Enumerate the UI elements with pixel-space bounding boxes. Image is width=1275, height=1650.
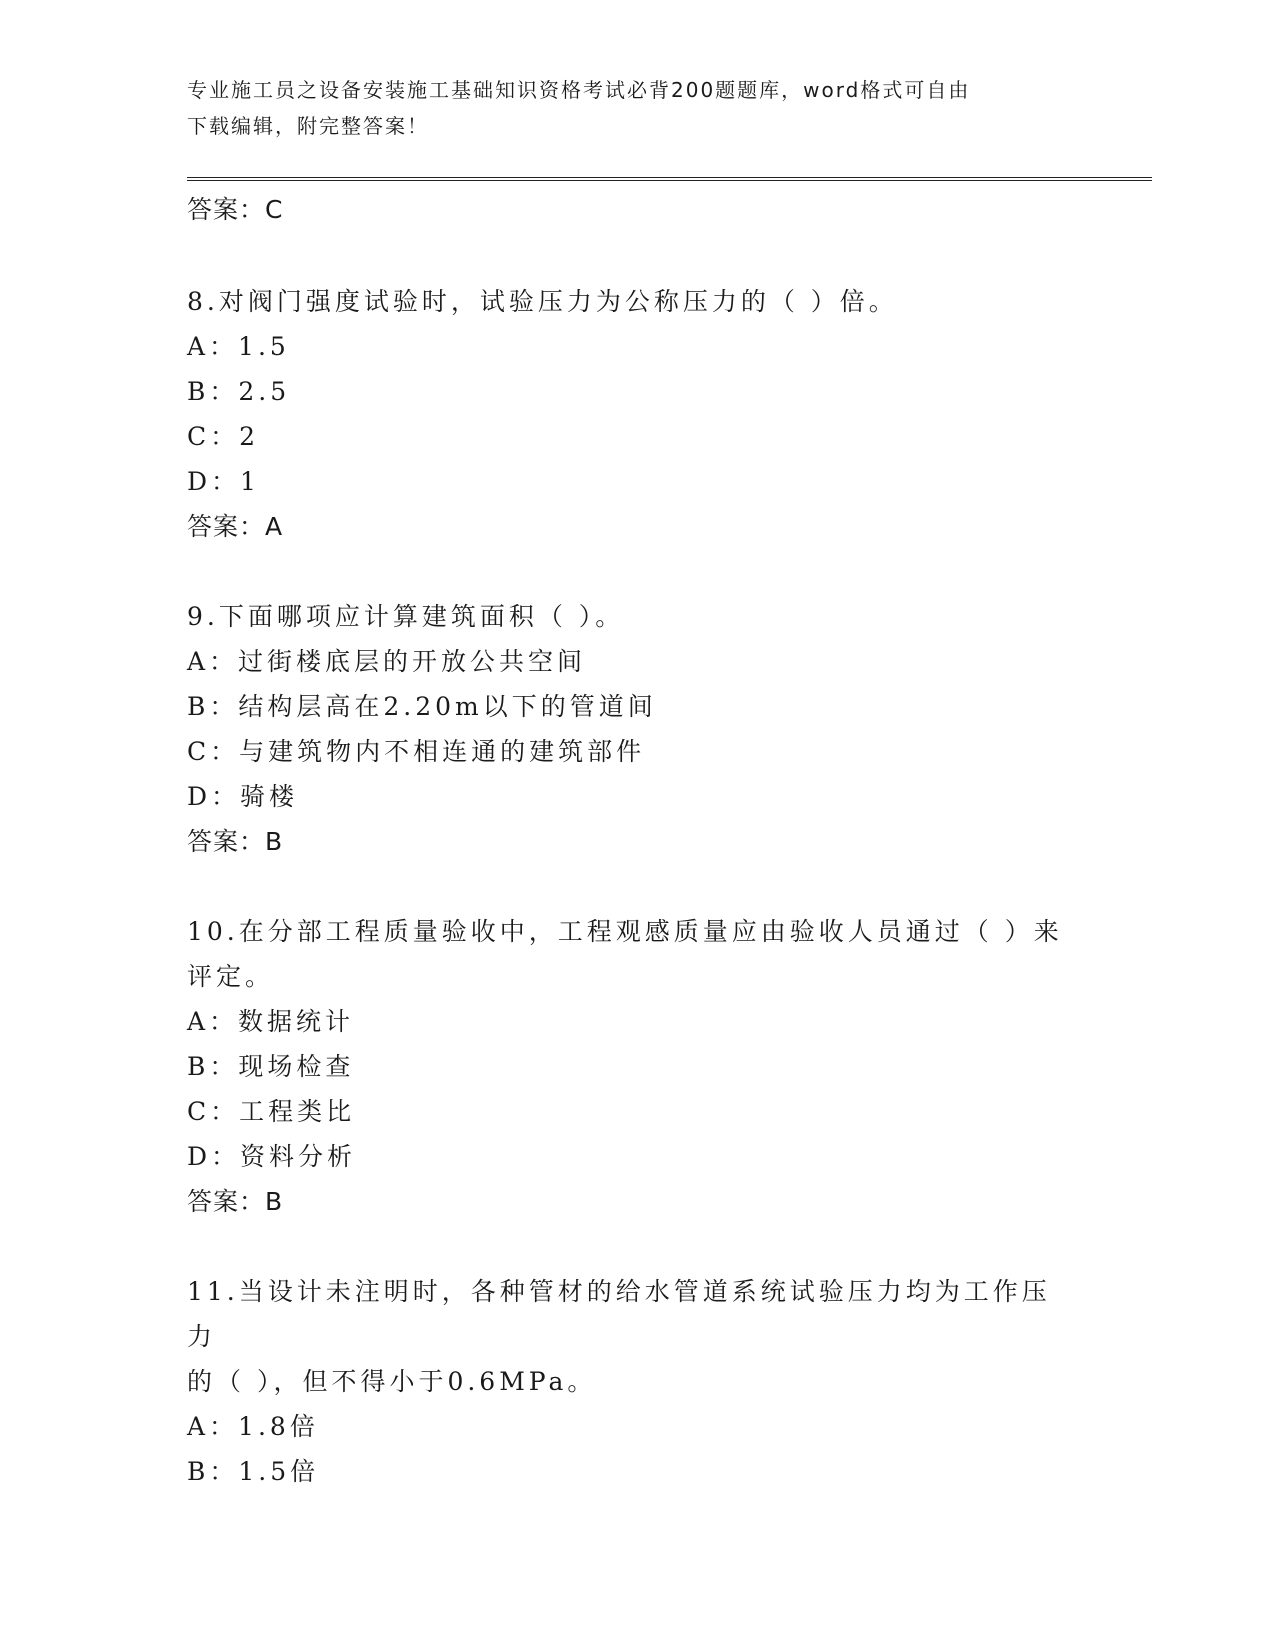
option-b: B：现场检查 xyxy=(187,1052,355,1081)
option-b: B：结构层高在2.20m以下的管道间 xyxy=(187,692,657,721)
question-stem-line-2: 的（ ），但不得小于0.6MPa。 xyxy=(187,1367,597,1396)
option-c: C：与建筑物内不相连通的建筑部件 xyxy=(187,737,646,766)
header-line-2: 下载编辑，附完整答案！ xyxy=(187,114,429,138)
question-block xyxy=(187,909,1152,1224)
option-c: C：2 xyxy=(187,422,260,451)
answer-line: 答案：A xyxy=(187,512,284,541)
question-block xyxy=(187,1269,1152,1494)
question-stem: 9.下面哪项应计算建筑面积（ ）。 xyxy=(187,602,625,631)
option-d: D：资料分析 xyxy=(187,1142,357,1171)
option-d: D：骑楼 xyxy=(187,782,299,811)
answer-line: 答案：C xyxy=(187,195,284,224)
answer-line: 答案：B xyxy=(187,1187,284,1216)
document-header xyxy=(187,72,1087,144)
question-block xyxy=(187,594,1152,864)
option-c: C：工程类比 xyxy=(187,1097,356,1126)
option-b: B：2.5 xyxy=(187,377,291,406)
question-stem xyxy=(187,909,1077,999)
question-stem-line-2: 评定。 xyxy=(187,962,275,991)
document-body xyxy=(187,188,1152,1494)
answer-line: 答案：B xyxy=(187,827,284,856)
option-d: D：1 xyxy=(187,467,260,496)
option-a: A：1.8倍 xyxy=(187,1412,319,1441)
header-divider xyxy=(187,177,1152,181)
header-line-1: 专业施工员之设备安装施工基础知识资格考试必背200题题库，word格式可自由 xyxy=(187,78,971,102)
question-stem-line-1: 10.在分部工程质量验收中，工程观感质量应由验收人员通过（ ）来 xyxy=(187,917,1063,946)
option-a: A：过街楼底层的开放公共空间 xyxy=(187,647,587,676)
option-a: A：1.5 xyxy=(187,332,290,361)
question-stem xyxy=(187,1269,1077,1404)
question-stem-line-1: 11.当设计未注明时，各种管材的给水管道系统试验压力均为工作压力 xyxy=(187,1277,1051,1351)
option-b: B：1.5倍 xyxy=(187,1457,320,1486)
question-stem: 8.对阀门强度试验时，试验压力为公称压力的（ ）倍。 xyxy=(187,287,898,316)
question-block xyxy=(187,279,1152,549)
option-a: A：数据统计 xyxy=(187,1007,355,1036)
